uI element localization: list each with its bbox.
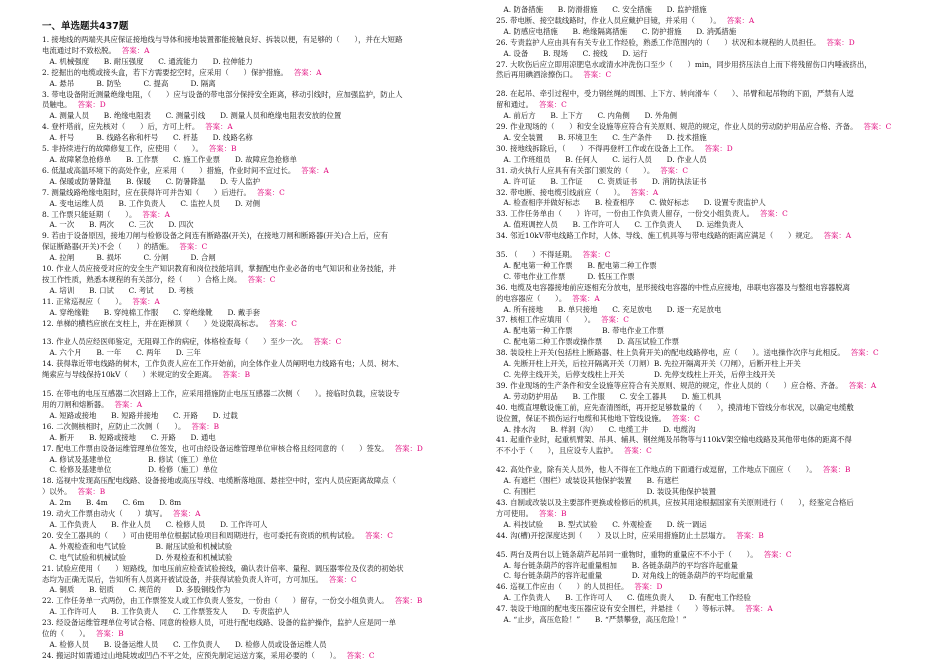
answer-key: 答案：C <box>328 574 357 584</box>
line-text: 的电容器应（ ）。 <box>496 293 567 303</box>
line-text: 36. 电缆及电容器接地前应逐相充分放电，星形接线电容器的中性点应接地，串联电容器及与整组电容器脱离 <box>496 282 851 292</box>
answer-key: 答案：A <box>572 293 600 303</box>
question-line <box>496 305 928 316</box>
question-line <box>42 564 474 575</box>
answer-key: 答案：C <box>763 549 792 559</box>
question-line <box>42 389 474 400</box>
question-line <box>496 582 928 593</box>
question-line <box>42 144 474 155</box>
line-text: 电流通过时不致松脱。 <box>42 45 116 55</box>
line-text: 13. 作业人员应经医师鉴定，无阻碍工作的病症，体格检查每（ ）至少一次。 <box>42 337 308 347</box>
question-line <box>496 60 928 71</box>
answer-key: 答案：D <box>704 143 733 153</box>
question-line <box>42 640 474 651</box>
question-line <box>42 90 474 101</box>
answer-key: 答案：A <box>726 15 755 25</box>
question-line <box>496 520 928 531</box>
question-line <box>496 370 928 381</box>
blank-line <box>42 381 474 389</box>
line-text: A. 防备措施 B. 防滑措施 C. 安全措施 D. 监护措施 <box>496 5 707 14</box>
line-text: 42. 高处作业，除有关人员外，他人不得在工作地点的下面通行或逗留，工作地点下面应（ ）。 <box>496 465 817 475</box>
line-text: 位的（ ）。 <box>42 629 91 639</box>
question-line <box>42 359 474 370</box>
question-line <box>42 498 474 509</box>
question-line <box>42 370 474 381</box>
question-line <box>496 476 928 487</box>
question-line <box>42 629 474 640</box>
answer-key: 答案：C <box>660 165 689 175</box>
line-text: 12. 单梯的横档应嵌在支柱上，并在距梯顶（ ）处设限高标志。 <box>42 318 264 328</box>
question-line <box>496 348 928 359</box>
line-text: C. 每台链条葫芦的容许起重量 D. 对角线上的链条葫芦的平均起重量 <box>496 571 753 581</box>
question-line <box>42 596 474 607</box>
answer-key: 答案：D <box>826 37 855 47</box>
answer-key: 答案：A <box>172 509 201 519</box>
blank-line <box>496 242 928 250</box>
line-text: A. 杆号 B. 线路名称和杆号 C. 杆基 D. 线路名称 <box>42 133 253 143</box>
line-text: A. 配电第一种工作票 B. 配电第二种工作票 <box>496 260 657 270</box>
answer-key: 答案：C <box>346 650 375 660</box>
line-text: 保证断路器(开关)不会（ ）的措施。 <box>42 242 174 252</box>
question-line <box>42 531 474 542</box>
line-text: 留和通过。 <box>496 100 533 110</box>
line-text: A. 工作负责人 B. 作业人员 C. 检修人员 D. 工作许可人 <box>42 519 268 529</box>
line-text: A. 前后方 B. 上下方 C. 内角侧 D. 外角侧 <box>496 111 678 121</box>
line-text: 11. 正常巡视应（ ）。 <box>42 296 127 306</box>
line-text: 40. 电缆直埋敷设施工前，应先查清图纸，再开挖足够数量的（ ），摸清地下管线分布状况，以确定电缆敷 <box>496 402 854 412</box>
line-text: 31. 动火执行人应具有有关部门颁发的（ ）。 <box>496 165 655 175</box>
answer-key: 答案：C <box>601 315 629 325</box>
question-line <box>496 220 928 231</box>
blank-line <box>496 542 928 550</box>
line-text: A. “止步，高压危险！” B. “严禁攀登，高压危险！” <box>496 615 687 625</box>
question-line <box>496 111 928 122</box>
line-text: 39. 作业现场的生产条件和安全设施等应符合有关原则、规范的规定，作业人员的（ ）应合格、齐备。 <box>496 380 843 390</box>
question-line <box>496 49 928 60</box>
line-text: 28. 在起吊、牵引过程中，受力钢丝绳的周围、上下方、转向滑车（ ）、吊臂和起吊物的下面，严禁有人逗 <box>496 89 854 99</box>
question-line <box>496 487 928 498</box>
line-text: A. 六个月 B. 一年 C. 两年 D. 三年 <box>42 348 201 358</box>
question-line <box>496 209 928 220</box>
question-line <box>496 315 928 326</box>
question-line <box>42 155 474 166</box>
answer-key: 答案：C <box>365 530 393 540</box>
line-text: 23. 经设备运维管理单位考试合格、同意的检修人员，可进行配电线路、设备的监护操作，监护人应是同一单 <box>42 618 397 628</box>
line-text: A. 所有接地 B. 单只接地 C. 充足放电 D. 逐一充足放电 <box>496 304 722 314</box>
question-line <box>496 531 928 542</box>
question-line <box>42 476 474 487</box>
answer-key: 答案：B <box>77 487 106 497</box>
question-line <box>42 166 474 177</box>
question-line <box>496 446 928 457</box>
answer-key: 答案：C <box>247 274 276 284</box>
line-text: 9. 若由于设备原因，接地刀闸与检修设备之间连有断路器(开关)，在接地刀闸和断路器(开关)合上后，应有 <box>42 231 389 241</box>
line-text: A. 培训 B. 口试 C. 考试 D. 考核 <box>42 285 194 295</box>
line-text: A. 工作许可人 B. 工作负责人 C. 工作票签发人 D. 专责监护人 <box>42 607 290 617</box>
question-line <box>496 38 928 49</box>
question-line <box>42 607 474 618</box>
answer-key: 答案：B <box>222 370 251 380</box>
question-line <box>496 177 928 188</box>
answer-key: 答案：A <box>848 380 877 390</box>
question-line <box>42 220 474 231</box>
answer-key: 答案：A <box>205 122 233 132</box>
blank-line <box>42 329 474 337</box>
question-line <box>496 188 928 199</box>
line-text: A. 工作负责人 B. 工作许可人 C. 值班负责人 D. 有配电工作经验 <box>496 593 751 603</box>
question-line <box>42 57 474 68</box>
question-line <box>496 593 928 604</box>
line-text: A. 断开 B. 短路或接地 C. 开路 D. 通电 <box>42 432 216 442</box>
line-text: 1. 接地线的两端夹具应保证接地线与导体和接地装置都能接触良好、拆装以便，有足够的（ ），并在大短路 <box>42 35 403 44</box>
line-text: 35. （ ）不得延期。 <box>496 250 577 260</box>
question-line <box>496 144 928 155</box>
line-text: A. 检修人员 B. 设备运维人员 C. 工作负责人 D. 检修人员或设备运维人员 <box>42 639 327 649</box>
answer-key: 答案：A <box>121 45 150 55</box>
line-text: 14. 获得靠近带电线路的树木，工作负责人应在工作开始前，向全体作业人员阐明电力线路有电；人员、树木、 <box>42 359 404 369</box>
line-text: A. 有遮栏（围栏）或装设其他保护装置 B. 有遮栏 <box>496 476 679 486</box>
question-line <box>496 27 928 38</box>
answer-key: 答案：C <box>760 209 788 219</box>
line-text: A. 科技试验 B. 型式试验 C. 外观检查 D. 统一调运 <box>496 519 707 529</box>
answer-key: 答案：C <box>179 242 208 252</box>
question-line <box>42 422 474 433</box>
question-line <box>496 294 928 305</box>
question-line <box>42 618 474 629</box>
question-line <box>496 100 928 111</box>
line-text: 24. 搬运时如需通过山地陡坡或凹凸不平之处，应预先制定运送方案，采用必要的（ ）。 <box>42 650 341 660</box>
question-line <box>496 326 928 337</box>
question-line <box>496 465 928 476</box>
line-text: A. 穿绝缘鞋 B. 穿纯棉工作服 C. 穿绝缘靴 D. 戴手套 <box>42 307 260 317</box>
line-text: 员触电。 <box>42 100 72 110</box>
line-text: 34. 邻近10kV带电线路工作时，人体、导线、施工机具等与带电线路的距离应满足（ ）规定。 <box>496 231 818 241</box>
question-line <box>42 286 474 297</box>
question-line <box>42 337 474 348</box>
answer-key: 答案：A <box>301 165 329 175</box>
line-text: 态均为正确无误后，告知所有人员离开被试设备，并获得试验负责人许可，方可加压。 <box>42 574 323 584</box>
question-line <box>42 348 474 359</box>
line-text: 2. 挖掘出的电缆或接头盒，若下方需要挖空时，应采用（ ）保护措施。 <box>42 67 288 77</box>
answer-key: 答案：C <box>672 413 700 423</box>
line-text: 30. 接地线拆除后，（ ）不得再登杆工作或在设备上工作。 <box>496 143 699 153</box>
line-text: A. 机械强度 B. 耐压强度 C. 通流能力 D. 拉伸能力 <box>42 56 253 66</box>
line-text: A. 变电运维人员 B. 工作负责人 C. 监控人员 D. 对侧 <box>42 198 260 208</box>
question-line <box>42 553 474 564</box>
question-line <box>42 122 474 133</box>
question-line <box>42 264 474 275</box>
answer-key: 答案：A <box>142 209 170 219</box>
section-heading: 一、单选题共437题 <box>42 21 129 32</box>
line-text: 然后再用碘酒涂擦伤口。 <box>496 70 578 80</box>
question-line <box>496 392 928 403</box>
answer-key: 答案：B <box>96 629 124 639</box>
line-text: 用的刀闸和熔断器。 <box>42 400 109 409</box>
line-text: 15. 在带电的电压互感器二次回路上工作，应采用措施防止电压互感器二次侧（ ）。接临时负载，应装设专 <box>42 389 400 399</box>
question-line <box>496 615 928 626</box>
question-line <box>42 651 474 662</box>
question-line <box>42 188 474 199</box>
line-text: A. 悬吊 B. 防坠 C. 提高 D. 隔离 <box>42 78 216 88</box>
answer-key: 答案：A <box>114 400 143 409</box>
line-text: C. 检修及基建单位 D. 检修（施工）单位 <box>42 465 218 475</box>
line-text: 按工作性质，熟悉本规程的有关部分，经（ ）合格上岗。 <box>42 274 242 284</box>
line-text: 46. 巡视工作应由（ ）的人员担任。 <box>496 582 629 592</box>
line-text: 43. 自制或改装以及主要部件更换或检修后的机具，应按其用途根据国家有关原则进行（ ），经鉴定合格后 <box>496 497 854 507</box>
line-text: A. 测量人员 B. 绝缘电阻表 C. 测量引线 D. 测量人员和绝缘电阻表安放的位置 <box>42 111 342 121</box>
line-text: A. 2m B. 4m C. 6m D. 8m <box>42 498 182 508</box>
answer-key: 答案：A <box>823 231 852 241</box>
line-text: 19. 动火工作票由动火（ ）填写。 <box>42 509 167 519</box>
question-line <box>496 435 928 446</box>
question-line <box>496 231 928 242</box>
line-text: 绳索应与导线保持10kV（ ）米规定的安全距离。 <box>42 370 217 380</box>
line-text: A. 每台链条葫芦的容许起重量相加 B. 各链条葫芦的平均容许起重量 <box>496 560 738 570</box>
answer-key: 答案：B <box>208 144 237 154</box>
question-line <box>42 319 474 330</box>
question-line <box>496 272 928 283</box>
line-text: A. 修试及基建单位 B. 修试（施工）单位 <box>42 454 218 464</box>
line-text: A. 安全装置 B. 环境卫生 C. 生产条件 D. 技术措施 <box>496 132 707 142</box>
answer-key: 答案：B <box>394 596 423 606</box>
answer-key: 答案：A <box>293 67 322 77</box>
answer-key: 答案：D <box>634 582 663 592</box>
line-text: 21. 试验应使用（ ）短路线，加电压前应检查试验接线，确认表计倍率、量程、调压器零位及仪表的初始状 <box>42 563 404 573</box>
question-line <box>42 433 474 444</box>
left-column <box>42 20 474 662</box>
line-text: ）以外。 <box>42 487 72 497</box>
question-line <box>496 250 928 261</box>
question-line <box>496 498 928 509</box>
question-line <box>496 155 928 166</box>
question-line <box>42 308 474 319</box>
question-line <box>42 199 474 210</box>
line-text: A. 先断开柱上开关，后拉开隔离开关（刀闸）B. 先拉开隔离开关（刀闸），后断开柱上开关 <box>496 359 801 369</box>
question-line <box>496 550 928 561</box>
line-text: 26. 专责监护人应由具有有关专业工作经验，熟悉工作范围内的（ ）状况和本规程的人员担任。 <box>496 37 821 47</box>
question-line <box>496 283 928 294</box>
line-text: 47. 装设于地面的配电变压器应设有安全围栏，并悬挂（ ）等标示牌。 <box>496 604 740 614</box>
question-line <box>42 111 474 122</box>
answer-key: 答案：D <box>77 100 106 110</box>
question-line <box>496 509 928 520</box>
line-text: 37. 核相工作应填用（ ）。 <box>496 315 596 325</box>
line-text: C. 配电第二种工作票或操作票 D. 高压试验工作票 <box>496 337 680 347</box>
question-line <box>42 35 474 46</box>
blank-line <box>496 81 928 89</box>
answer-key: 答案：C <box>583 70 612 80</box>
line-text: A. 排水沟 B. 样洞（沟） C. 电缆工井 D. 电缆沟 <box>496 424 696 434</box>
line-text: A. 外观检查和电气试验 B. 耐压试验和机械试验 <box>42 541 233 551</box>
line-text: 6. 低温或高温环境下的高处作业，应采用（ ）措施，作业时间不宜过长。 <box>42 165 296 175</box>
line-text: 5. 非持续进行的故障修复工作，应使用（ ）。 <box>42 144 203 154</box>
line-text: A. 一次 B. 两次 C. 三次 D. 四次 <box>42 220 194 230</box>
line-text: A. 防感应电措施 B. 绝缘隔离措施 C. 防护措施 D. 消弧措施 <box>496 26 737 36</box>
line-text: 10. 作业人员应接受对应的安全生产知识教育和岗位技能培训，掌握配电作业必备的电气知识和业务技能，并 <box>42 264 397 274</box>
line-text: A. 故障紧急抢修单 B. 工作票 C. 施工作业票 D. 故障应急抢修单 <box>42 154 297 164</box>
question-line <box>42 297 474 308</box>
question-line <box>496 89 928 100</box>
answer-key: 答案：C <box>582 250 611 260</box>
line-text: 3. 带电设备附近测量绝缘电阻，（ ）应与设备的带电部分保持安全距离，移动引线时，应加强监护，防止人 <box>42 89 403 99</box>
question-line <box>42 542 474 553</box>
line-text: 设位置，保证不损伤运行电缆和其他地下管线设施。 <box>496 413 666 423</box>
line-text: 32. 带电断、接电缆引线前应（ ）。 <box>496 187 625 197</box>
question-line <box>496 381 928 392</box>
question-line <box>496 133 928 144</box>
question-line <box>42 242 474 253</box>
question-line <box>496 561 928 572</box>
line-text: C. 带电作业工作票 D. 低压工作票 <box>496 271 635 281</box>
question-line <box>496 604 928 615</box>
line-text: A. 劳动防护用品 B. 工作服 C. 安全工器具 D. 施工机具 <box>496 391 722 401</box>
answer-key: 答案：D <box>394 443 423 453</box>
line-text: A. 铜质 B. 铝质 C. 规范的 D. 多股铜线作为 <box>42 585 231 595</box>
question-line <box>42 465 474 476</box>
line-text: 8. 工作票只能延期（ ）。 <box>42 209 137 219</box>
question-line <box>42 520 474 531</box>
line-text: 7. 测量线路绝缘电阻时，应在获得许可并告知（ ）后进行。 <box>42 187 251 197</box>
blank-line <box>496 457 928 465</box>
question-line <box>496 16 928 27</box>
answer-key: 答案：C <box>850 348 879 358</box>
line-text: 不不小于（ ），且应设专人监护。 <box>496 446 618 456</box>
line-text: A. 保暖或防暑降温 B. 保暖 C. 防暑降温 D. 专人监护 <box>42 176 260 186</box>
line-text: 4. 登杆塔前，应先核对（ ）后，方可上杆。 <box>42 122 200 132</box>
line-text: C. 先停主线开关，后停支线柱上开关 D. 先停支线柱上开关，后停主线开关 <box>496 370 776 379</box>
right-column <box>496 5 928 626</box>
question-line <box>496 5 928 16</box>
question-line <box>496 166 928 177</box>
answer-key: 答案：C <box>313 337 342 347</box>
question-line <box>42 275 474 286</box>
answer-key: 答案：C <box>863 122 892 132</box>
line-text: A. 许可证 B. 工作证 C. 资质证书 D. 消防执法证书 <box>496 176 707 186</box>
line-text: 27. 大吹伤后应立即用凉肥皂水或清水冲洗伤口至少（ ）min，同步用挤压法自上而下将残留伤口内唾液挤出， <box>496 59 872 69</box>
answer-key: 答案：C <box>538 100 567 110</box>
question-line <box>496 261 928 272</box>
question-line <box>42 400 474 411</box>
line-text: 25. 带电断、接空载线路时，作业人员应戴护目镜，并采用（ ）。 <box>496 15 721 25</box>
answer-key: 答案：C <box>269 318 297 328</box>
question-line <box>42 575 474 586</box>
question-line <box>496 337 928 348</box>
answer-key: 答案：C <box>623 446 652 456</box>
answer-key: 答案：B <box>822 465 851 475</box>
question-line <box>42 100 474 111</box>
line-text: A. 拉闸 B. 损坏 C. 分闸 D. 合闸 <box>42 253 216 263</box>
line-text: 18. 巡视中发现高压配电线路、设备接地或高压导线、电缆断落地面、悬挂空中时，室内人员应距离故障点（ <box>42 476 397 486</box>
line-text: C. 电气试验和机械试验 D. 外观检查和机械试验 <box>42 552 233 562</box>
question-line <box>42 411 474 422</box>
answer-key: 答案：A <box>630 187 659 197</box>
line-text: A. 配电第一种工作票 B. 带电作业工作票 <box>496 326 664 336</box>
line-text: 16. 二次侧核相时，应防止二次侧（ ）。 <box>42 421 186 431</box>
line-text: 方可使用。 <box>496 508 533 518</box>
question-line <box>496 403 928 414</box>
line-text: 41. 起重作业时，起重机臂架、吊具、辅具、钢丝绳及吊物等与110kV架空输电线路及其他带电体的距离不得 <box>496 435 852 445</box>
answer-key: 答案：B <box>538 508 567 518</box>
line-text: A. 检查相序并做好标志 B. 检查相序 C. 做好标志 D. 设置专责监护人 <box>496 198 766 208</box>
answer-key: 答案：A <box>132 296 160 306</box>
question-line <box>496 359 928 370</box>
question-line <box>42 231 474 242</box>
question-line <box>496 70 928 81</box>
question-line <box>496 198 928 209</box>
question-line <box>42 210 474 221</box>
line-text: A. 短路或接地 B. 短路并接地 C. 开路 D. 过载 <box>42 410 238 420</box>
line-text: 44. 沟(槽)开挖深度达到（ ）及以上时，应采用措施防止土层塌方。 <box>496 530 731 540</box>
line-text: 17. 配电工作票由设备运维管理单位签发，也可由经设备运维管理单位审核合格且经同意的（ ）签发。 <box>42 443 389 453</box>
question-line <box>42 68 474 79</box>
question-line <box>496 425 928 436</box>
line-text: 22. 工作任务单一式两份，由工作票签发人或工作负责人签发，一份由（ ）留存，一份交小组负责人。 <box>42 596 389 606</box>
question-line <box>496 414 928 425</box>
line-text: 20. 安全工器具的（ ）可由使用单位根据试验项目和周期进行，也可委托有资质的机构试验。 <box>42 530 360 540</box>
line-text: A. 设备 B. 现场 C. 接线 D. 运行 <box>496 48 648 58</box>
answer-key: 答案：C <box>256 187 285 197</box>
question-line <box>42 585 474 596</box>
line-text: 29. 作业现场的（ ）和安全设施等应符合有关原则、规范的规定，作业人员的劳动防护用品应合格、齐备。 <box>496 122 858 132</box>
question-line <box>42 46 474 57</box>
answer-key: 答案：B <box>191 421 220 431</box>
line-text: A. 值班调控人员 B. 工作许可人 C. 工作负责人 D. 运维负责人 <box>496 220 744 230</box>
question-line <box>42 509 474 520</box>
line-text: A. 工作班组员 B. 任何人 C. 运行人员 D. 作业人员 <box>496 154 707 164</box>
question-line <box>42 455 474 466</box>
question-line <box>496 122 928 133</box>
line-text: C. 有围栏 D. 装设其他保护装置 <box>496 487 716 497</box>
question-line <box>42 177 474 188</box>
answer-key: 答案：B <box>736 530 764 540</box>
line-text: 38. 装设柱上开关(包括柱上断路器、柱上负荷开关)的配电线路停电，应（ ）。送电操作次序与此相反。 <box>496 348 845 358</box>
line-text: 33. 工作任务单由（ ）许可，一份由工作负责人留存，一份交小组负责人。 <box>496 209 754 219</box>
answer-key: 答案：A <box>745 604 773 614</box>
line-text: 45. 两台及两台以上链条葫芦起吊同一重物时，重物的重量应不不小于（ ）。 <box>496 549 758 559</box>
question-line <box>42 133 474 144</box>
question-line <box>42 487 474 498</box>
question-line <box>42 444 474 455</box>
question-line <box>42 79 474 90</box>
question-line <box>496 571 928 582</box>
question-line <box>42 253 474 264</box>
